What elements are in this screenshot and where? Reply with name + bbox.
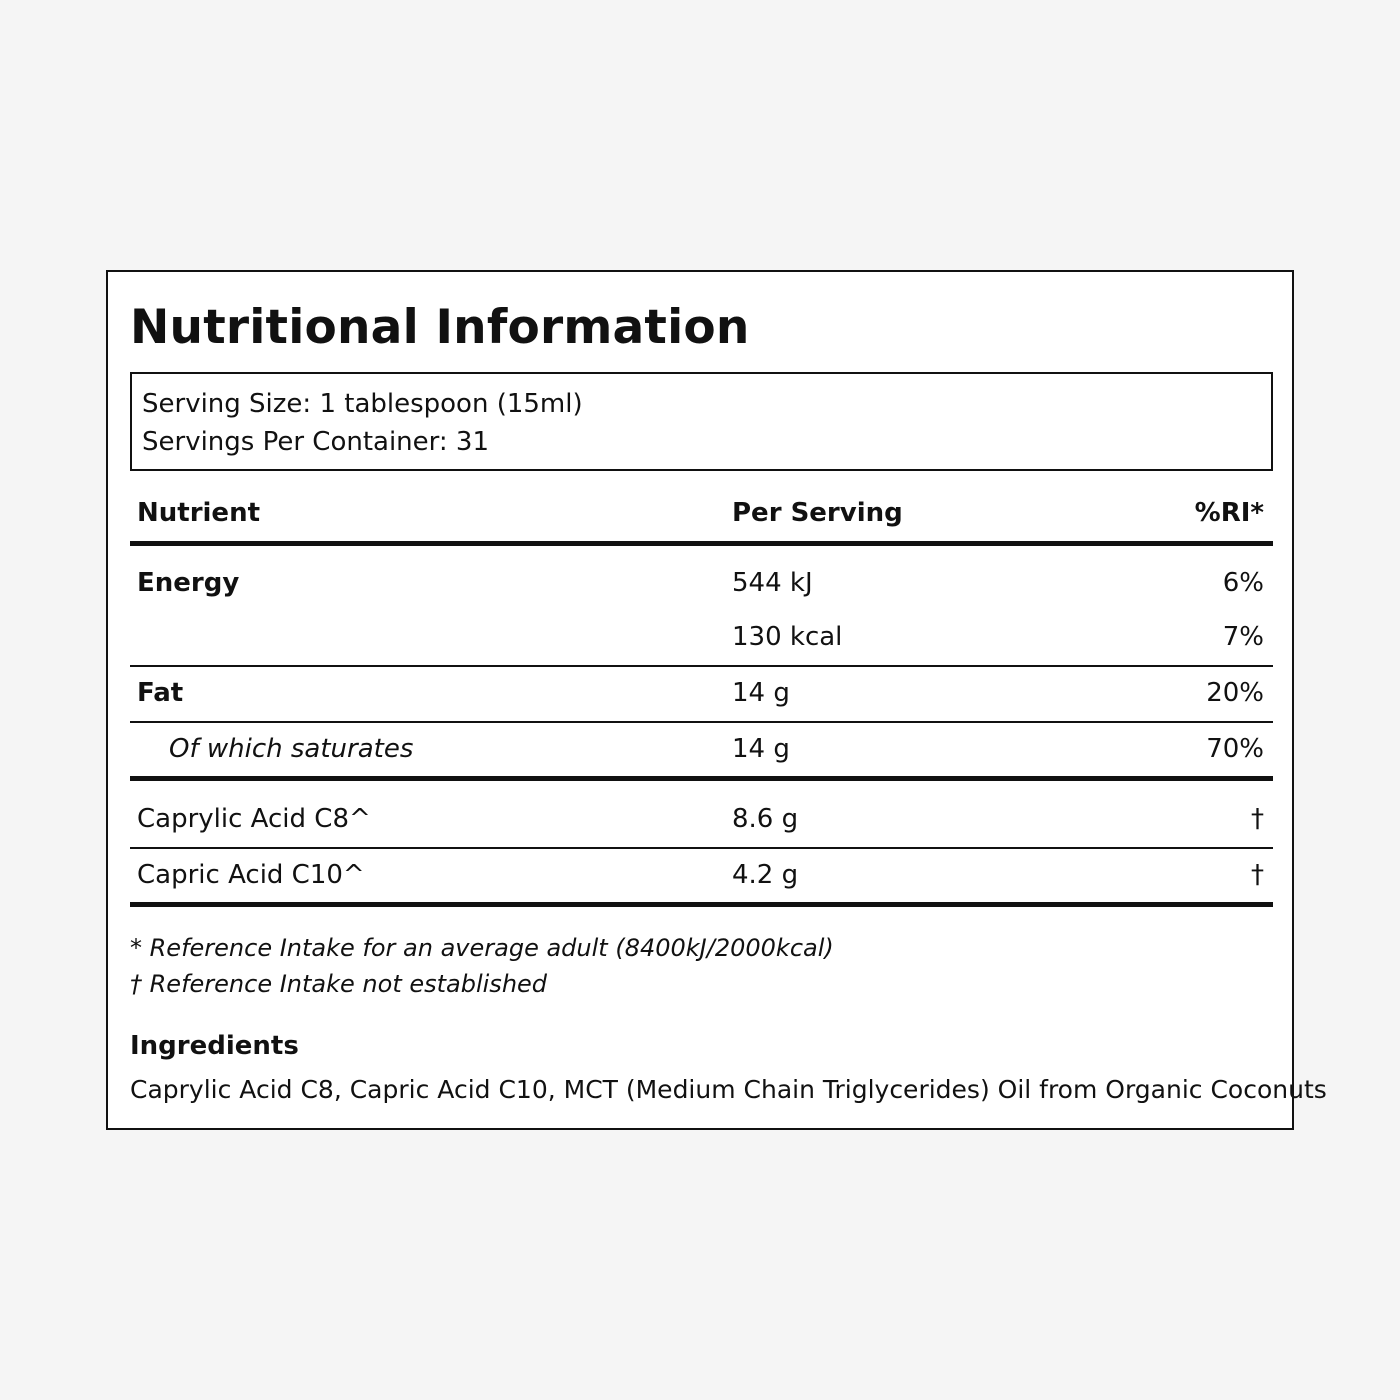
nutrient-energy: Energy [137,568,240,598]
table-bottom-divider [130,902,1273,907]
ingredients-heading: Ingredients [130,1031,299,1061]
ri-capric-acid: † [1251,860,1264,890]
value-saturates: 14 g [732,734,790,764]
value-energy-kcal: 130 kcal [732,622,843,652]
servings-per-container: Servings Per Container: 31 [142,427,490,457]
ingredients-text: Caprylic Acid C8, Capric Acid C10, MCT (Medium Chain Triglycerides) Oil from Organic Coconuts [130,1075,1327,1104]
row-divider [130,847,1273,849]
footnote-reference-intake: * Reference Intake for an average adult (8400kJ/2000kcal) [130,934,834,962]
nutrient-saturates: Of which saturates [169,734,414,764]
ri-saturates: 70% [1206,734,1264,764]
ri-energy-kcal: 7% [1222,622,1264,652]
value-capric-acid: 4.2 g [732,860,799,890]
row-divider [130,721,1273,723]
header-nutrient: Nutrient [137,498,261,528]
footnotes [130,930,834,1002]
ri-caprylic-acid: † [1251,804,1264,834]
section-divider [130,776,1273,781]
header-per-serving: Per Serving [732,498,903,528]
value-energy-kj: 544 kJ [732,568,813,598]
nutrient-fat: Fat [137,678,184,708]
row-divider [130,665,1273,667]
header-divider [130,541,1273,546]
serving-info-box [130,372,1273,471]
header-ri: %RI* [1194,498,1264,528]
footnote-not-established: † Reference Intake not established [130,970,548,998]
nutrient-capric-acid: Capric Acid C10^ [137,860,365,890]
serving-size: Serving Size: 1 tablespoon (15ml) [142,389,583,419]
nutrition-panel [106,270,1327,1130]
ri-fat: 20% [1206,678,1264,708]
value-caprylic-acid: 8.6 g [732,804,799,834]
ri-energy-kj: 6% [1222,568,1264,598]
value-fat: 14 g [732,678,790,708]
nutrient-caprylic-acid: Caprylic Acid C8^ [137,804,371,834]
page-title: Nutritional Information [130,300,750,355]
